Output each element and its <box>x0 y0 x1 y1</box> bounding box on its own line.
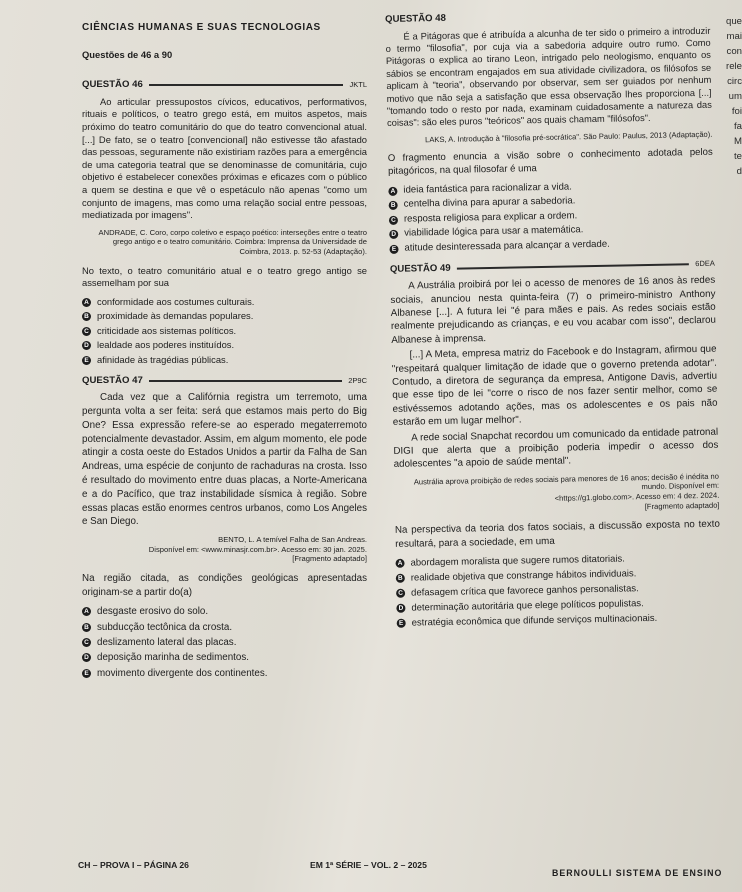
source-line: [Fragmento adaptado] <box>644 500 720 511</box>
source-line: <https://g1.globo.com>. Acesso em: 4 dez. 2024. <box>554 490 720 503</box>
question-46-source: ANDRADE, C. Coro, corpo coletivo e espaço poético: interseções entre o teatro grego antigo e o teatro comunitário. Coimbra: Imprensa da Universidade de Coimbra, 2013. p. 52-53 (Adaptação). <box>98 227 367 256</box>
option-text: realidade objetiva que constrange hábitos individuais. <box>410 568 637 584</box>
question-48-label: QUESTÃO 48 <box>385 12 446 25</box>
left-column <box>82 22 367 682</box>
option-b[interactable] <box>82 621 367 634</box>
question-47-header <box>82 375 367 388</box>
source-line: [Fragmento adaptado] <box>292 554 367 564</box>
option-letter-badge: B <box>396 574 405 583</box>
question-49-text-3: A rede social Snapchat recordou um comunicado da entidade patronal DIGI que alerta que a proibição poderia impedir o acesso dos adolescentes "a apoio de saúde mental". <box>393 426 719 471</box>
right-column <box>385 8 722 632</box>
option-text: atitude desinteressada para alcançar a verdade. <box>404 238 610 254</box>
option-text: subducção tectônica da crosta. <box>97 621 233 633</box>
option-text: centelha divina para apurar a sabedoria. <box>403 195 576 210</box>
header-rule <box>149 84 344 86</box>
edge-fragment: circ <box>727 76 742 87</box>
option-text: deslizamento lateral das placas. <box>97 637 237 648</box>
option-text: deposição marinha de sedimentos. <box>97 652 249 664</box>
question-46-text: Ao articular pressupostos cívicos, educativos, performativos, rituais e políticos, o teatro grego está, em muitos aspetos, mais próximo do teatro comunitário do que do teatro convencional atual. [...] De fato, se o teatro [convencional] não estivesse tão afastado das pessoas, seguramente não existiriam razões para a emergência de uma categoria teatral que se denominasse de comunitária, cujo objetivo é estabelecer conexões próximas e eficazes com o público a quem se destina e que vê o espetáculo não apenas "como um conjunto de imagens, mas como uma relação social entre pessoas, mediatizada por imagens". <box>82 95 367 221</box>
edge-fragment: d <box>736 166 742 177</box>
option-letter-badge: D <box>82 341 91 350</box>
option-c[interactable] <box>82 636 367 649</box>
option-letter-badge: E <box>397 619 406 628</box>
option-text: desgaste erosivo do solo. <box>97 606 209 618</box>
edge-fragment: que <box>725 16 742 27</box>
option-letter-badge: E <box>82 356 91 365</box>
option-text: afinidade às tragédias públicas. <box>97 354 229 366</box>
option-text: viabilidade lógica para usar a matemática. <box>404 224 584 240</box>
edge-fragment: M <box>734 136 742 147</box>
question-48-prompt: O fragmento enuncia a visão sobre o conhecimento adotada pelos pitagóricos, na qual filosofar é uma <box>387 147 713 178</box>
question-49-code: 6DEA <box>695 258 715 268</box>
section-title: CIÊNCIAS HUMANAS E SUAS TECNOLOGIAS <box>82 22 321 33</box>
option-b[interactable] <box>82 310 367 323</box>
option-e[interactable] <box>82 667 367 680</box>
option-letter-badge: C <box>82 638 91 647</box>
question-46-code: JKTL <box>349 80 367 90</box>
option-letter-badge: A <box>82 607 91 616</box>
edge-fragment: rele <box>726 61 742 72</box>
footer-page-label: CH – PROVA I – PÁGINA 26 <box>78 860 189 870</box>
edge-fragment: fa <box>733 121 742 132</box>
question-46-options <box>82 296 367 367</box>
question-49-text-2: [...] A Meta, empresa matriz do Facebook e do Instagram, afirmou que "respeitará qualquer limitação de idade que o governo pretenda adotar". Contudo, a diretora de segurança da empresa, Antigone Davis, advertiu que esse tipo de lei "corre o risco de nos fazer sentir melhor, como se estivéssemos adotando ações, mas os adolescentes e os pais não estarão em um lugar melhor". <box>391 343 718 429</box>
question-49-header <box>390 257 715 276</box>
source-line: Austrália aprova proibição de redes sociais para menores de 16 anos; decisão é inédita no mundo. Disponível em: <box>413 471 720 492</box>
question-48-source: LAKS, A. Introdução à "filosofia pré-socrática". São Paulo: Paulus, 2013 (Adaptação). <box>424 129 713 145</box>
option-letter-badge: B <box>82 312 91 321</box>
source-line: Disponível em: <www.minasjr.com.br>. Acesso em: 30 jan. 2025. <box>148 544 367 554</box>
option-letter-badge: C <box>396 589 405 598</box>
option-letter-badge: B <box>389 201 398 210</box>
question-48-options <box>388 178 714 255</box>
option-a[interactable] <box>82 296 367 309</box>
question-48-header <box>385 8 710 27</box>
question-49-prompt: Na perspectiva da teoria dos fatos sociais, a discussão exposta no texto resultará, para a sociedade, em uma <box>394 518 720 550</box>
question-49-text-1: A Austrália proibirá por lei o acesso de menores de 16 anos às redes sociais, anunciou nesta quinta-feira (7) o primeiro-ministro Anthony Albanese [...]. A futura lei "é para mães e pais. As redes sociais estão realmente prejudicando as crianças, e eu vou acabar com isso", declarou Albanese à imprensa. <box>390 274 717 346</box>
footer-brand: BERNOULLI SISTEMA DE ENSINO <box>552 868 723 878</box>
option-a[interactable] <box>82 605 367 618</box>
option-text: movimento divergente dos continentes. <box>97 667 268 679</box>
option-letter-badge: D <box>389 230 398 239</box>
option-letter-badge: C <box>389 216 398 225</box>
option-text: defasagem crítica que favorece ganhos personalistas. <box>411 583 639 599</box>
edge-fragment: con <box>726 46 742 57</box>
edge-fragment: um <box>728 91 742 102</box>
option-letter-badge: A <box>395 559 404 568</box>
question-47-text: Cada vez que a Califórnia registra um terremoto, uma pergunta volta a ser feita: será que estamos mais perto do Big One? Essa expressão refere-se ao esperado megaterremoto potencialmente devastador. Assim, em algum momento, ele pode atingir a costa oeste do Estados Unidos a partir da Falha de San Andreas, uma espécie de conjunto de rachaduras na crosta. Isso é resultado do movimento entre duas placas, a Norte-Americana e a do Pacífico, que traz instabilidade sísmica à região. Sobre essas placas estão enormes centros urbanos, como Los Angeles e San Diego. <box>82 392 367 528</box>
question-47-label: QUESTÃO 47 <box>82 374 143 386</box>
header-rule <box>149 380 342 382</box>
header-rule <box>457 263 690 269</box>
option-text: conformidade aos costumes culturais. <box>97 295 255 307</box>
question-49-source <box>394 472 720 517</box>
option-text: proximidade às demandas populares. <box>97 310 254 322</box>
question-46-header <box>82 79 367 92</box>
option-letter-badge: B <box>82 623 91 632</box>
source-line: BENTO, L. A temível Falha de San Andreas. <box>218 535 367 545</box>
question-46-label: QUESTÃO 46 <box>82 79 143 91</box>
option-text: resposta religiosa para explicar a ordem. <box>403 210 578 225</box>
option-text: determinação autoritária que elege políticos populistas. <box>411 598 644 614</box>
footer-volume-label: EM 1ª SÉRIE – VOL. 2 – 2025 <box>310 860 427 870</box>
option-letter-badge: A <box>82 298 91 307</box>
option-letter-badge: D <box>396 604 405 613</box>
option-letter-badge: A <box>388 186 397 195</box>
question-47-code: 2P9C <box>348 375 367 385</box>
option-letter-badge: E <box>389 245 398 254</box>
option-text: estratégia econômica que difunde serviços multinacionais. <box>411 612 658 629</box>
adjacent-page-fragments <box>706 14 742 184</box>
question-49-label: QUESTÃO 49 <box>389 262 451 275</box>
option-letter-badge: C <box>82 327 91 336</box>
question-46-prompt: No texto, o teatro comunitário atual e o teatro grego antigo se assemelham por sua <box>82 264 367 289</box>
option-text: ideia fantástica para racionalizar a vida. <box>403 181 572 196</box>
question-47-source <box>82 535 367 564</box>
option-e[interactable] <box>82 354 367 367</box>
edge-fragment: foi <box>731 106 742 117</box>
option-c[interactable] <box>82 325 367 338</box>
question-48-text: É a Pitágoras que é atribuída a alcunha de ter sido o primeiro a introduzir o termo "filosofia", por cuja via a sabedoria adquire outro rumo. Como Pitágoras o explica ao tirano Leon, intrigado pelo neologismo, enquanto os sábios se encontram engajados em sua atividade civilizadora, os filósofos se aplicam à "teoria", observando por observar, sem ser guiados por nenhum motivo que não seja a satisfação que essa observação lhes proporciona [...] "tomando todo o resto por nada, examinam cuidadosamente a natureza das coisas": são eles puros "teóricos" aos quais chamam "filósofos". <box>385 25 712 129</box>
option-text: lealdade aos poderes instituídos. <box>97 339 235 351</box>
option-text: criticidade aos sistemas políticos. <box>97 324 237 336</box>
questions-range: Questões de 46 a 90 <box>82 48 173 60</box>
edge-fragment: mai <box>726 31 742 42</box>
option-letter-badge: D <box>82 653 91 662</box>
question-47-options <box>82 605 367 680</box>
option-letter-badge: E <box>82 669 91 678</box>
option-d[interactable] <box>82 339 367 352</box>
edge-fragment: te <box>733 151 742 162</box>
question-47-prompt: Na região citada, as condições geológicas apresentadas originam-se a partir do(a) <box>82 573 367 598</box>
option-text: abordagem moralista que sugere rumos ditatoriais. <box>410 553 626 569</box>
option-d[interactable] <box>82 651 367 664</box>
question-49-options <box>395 551 721 630</box>
